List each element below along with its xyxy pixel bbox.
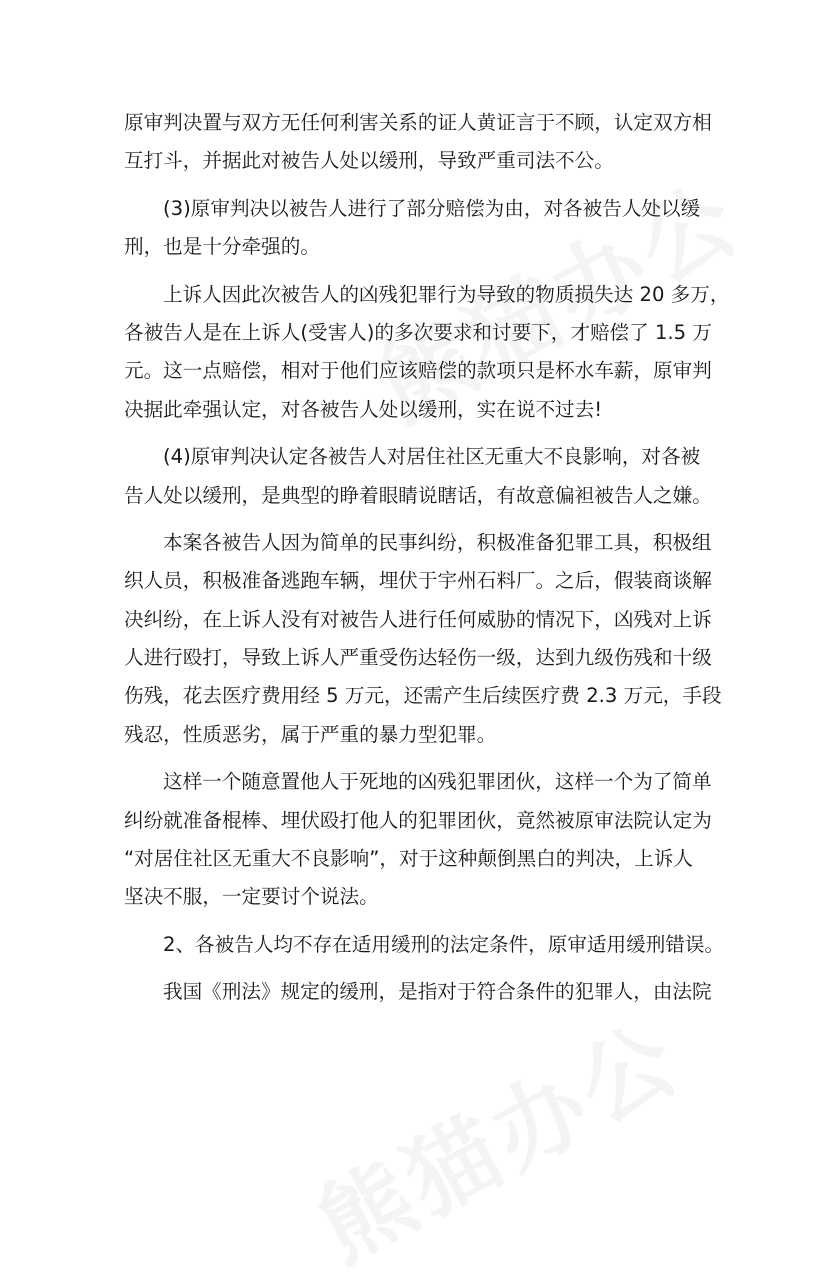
text-line: 织人员，积极准备逃跑车辆，埋伏于宇州石料厂。之后，假装商谈解 [124, 569, 712, 593]
text-line: 我国《刑法》规定的缓刑，是指对于符合条件的犯罪人，由法院 [163, 980, 712, 1004]
watermark [292, 986, 700, 1286]
text-line: 各被告人是在上诉人(受害人)的多次要求和讨要下，才赔偿了 1.5 万 [124, 321, 712, 345]
text-line: 上诉人因此次被告人的凶残犯罪行为导致的物质损失达 20 多万， [163, 282, 730, 306]
text-line: 决纠纷，在上诉人没有对被告人进行任何威胁的情况下，凶残对上诉 [124, 607, 712, 631]
text-line: 伤残，花去医疗费用经 5 万元，还需产生后续医疗费 2.3 万元，手段 [124, 684, 722, 708]
paragraph [124, 104, 712, 181]
text-line: 原审判决置与双方无任何利害关系的证人黄证言于不顾，认定双方相 [124, 111, 712, 134]
paragraph [124, 438, 712, 515]
text-line: 刑，也是十分牵强的。 [124, 235, 320, 259]
text-line: “对居住社区无重大不良影响”，对于这种颠倒黑白的判决，上诉人 [124, 846, 693, 870]
text-line: 坚决不服，一定要讨个说法。 [124, 885, 379, 909]
text-line: 人进行殴打，导致上诉人严重受伤达轻伤一级，达到九级伤残和十级 [124, 646, 712, 670]
paragraph [124, 973, 712, 1011]
paragraph [124, 524, 722, 754]
paragraph [124, 190, 706, 267]
text-line: 元。这一点赔偿，相对于他们应该赔偿的款项只是杯水车薪，原审判 [124, 359, 712, 383]
text-line: 告人处以缓刑，是典型的睁着眼睛说瞎话，有故意偏袒被告人之嫌。 [124, 483, 712, 507]
text-line: 本案各被告人因为简单的民事纠纷，积极准备犯罪工具，积极组 [163, 531, 712, 555]
text-line: 决据此牵强认定，对各被告人处以缓刑，实在说不过去! [124, 397, 603, 421]
paragraph [124, 926, 725, 964]
text-line: 互打斗，并据此对被告人处以缓刑，导致严重司法不公。 [124, 149, 614, 173]
document-body [124, 104, 730, 1012]
text-line: 纠纷就准备棍棒、埋伏殴打他人的犯罪团伙，竟然被原审法院认定为 [124, 808, 712, 832]
text-line: 这样一个随意置他人于死地的凶残犯罪团伙，这样一个为了简单 [163, 770, 712, 794]
text-line: (3)原审判决以被告人进行了部分赔偿为由，对各被告人处以缓 [163, 196, 701, 220]
text-line: 残忍，性质恶劣，属于严重的暴力型犯罪。 [124, 722, 497, 746]
section-heading: 2、各被告人均不存在适用缓刑的法定条件，原审适用缓刑错误。 [163, 932, 725, 956]
paragraph [124, 276, 730, 429]
text-line: (4)原审判决认定各被告人对居住社区无重大不良影响，对各被 [163, 445, 701, 469]
paragraph [124, 763, 712, 916]
